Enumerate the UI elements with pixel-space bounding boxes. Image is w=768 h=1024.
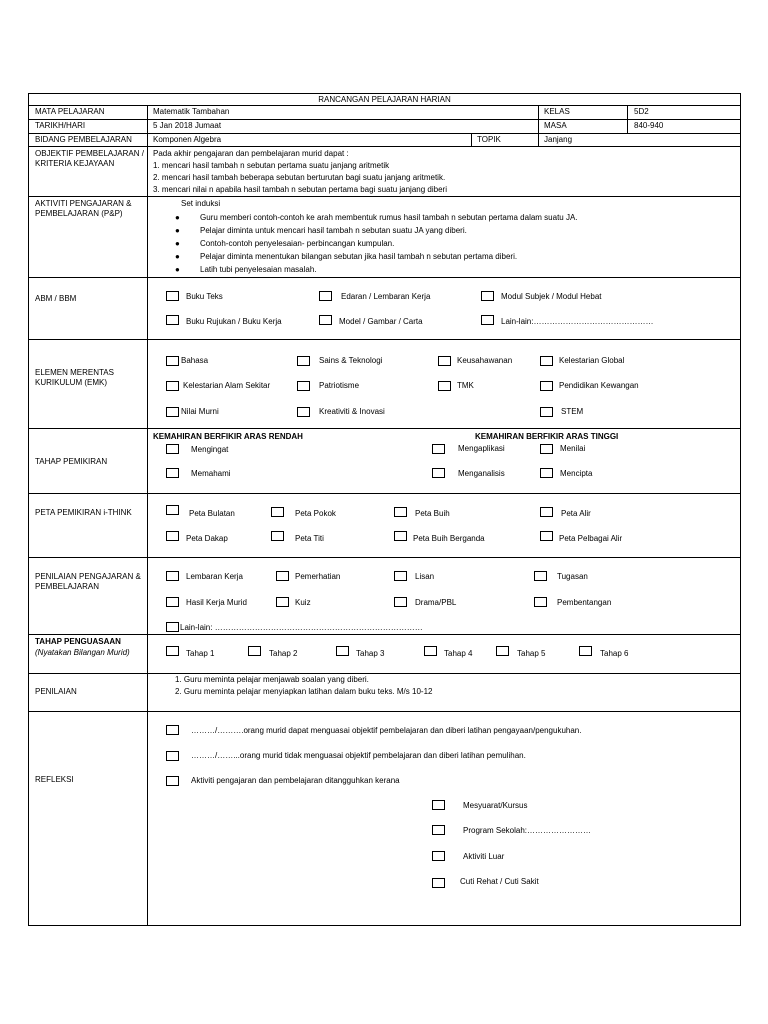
emk-label: ELEMEN MERENTAS KURIKULUM (EMK) <box>35 368 114 387</box>
option-label: Memahami <box>191 469 231 478</box>
option-label: Edaran / Lembaran Kerja <box>341 292 431 301</box>
option-label: Nilai Murni <box>181 407 219 416</box>
option-label: Buku Teks <box>186 292 223 301</box>
checkbox-peta-dakap[interactable] <box>166 531 179 541</box>
aktiviti-heading: Set induksi <box>181 199 221 208</box>
option-label: Mengaplikasi <box>458 444 505 453</box>
masa-value[interactable]: 840-940 <box>634 121 664 130</box>
penilaian-pp-label: PENILAIAN PENGAJARAN & PEMBELAJARAN <box>35 572 141 591</box>
kelas-value[interactable]: 5D2 <box>634 107 649 116</box>
reason-label: Program Sekolah:…………………… <box>463 826 592 835</box>
option-label: Tahap 2 <box>269 649 298 658</box>
option-label: Hasil Kerja Murid <box>186 598 247 607</box>
checkbox-program-sekolah[interactable] <box>432 825 445 835</box>
checkbox-kelestarian-alam[interactable] <box>166 381 179 391</box>
option-label: Pemerhatian <box>295 572 341 581</box>
checkbox-kreativiti[interactable] <box>297 407 310 417</box>
objektif-line: 3. mencari nilai n apabila hasil tambah n sebutan pertama bagi suatu janjang diberi <box>153 185 447 194</box>
objektif-line: Pada akhir pengajaran dan pembelajaran murid dapat : <box>153 149 349 158</box>
option-label: Peta Titi <box>295 534 324 543</box>
option-label: Kelestarian Alam Sekitar <box>183 381 271 390</box>
checkbox-model[interactable] <box>319 315 332 325</box>
option-label: Tahap 1 <box>186 649 215 658</box>
checkbox-peta-pelbagai-alir[interactable] <box>540 531 553 541</box>
option-label: Mengingat <box>191 445 229 454</box>
option-label: Model / Gambar / Carta <box>339 317 423 326</box>
bullet-icon: ● <box>175 213 180 222</box>
checkbox-mengingat[interactable] <box>166 444 179 454</box>
penilaian-label: PENILAIAN <box>35 687 77 696</box>
mata-pelajaran-value[interactable]: Matematik Tambahan <box>153 107 230 116</box>
checkbox-peta-buih-berganda[interactable] <box>394 531 407 541</box>
checkbox-memahami[interactable] <box>166 468 179 478</box>
option-label: Menilai <box>560 444 586 453</box>
bidang-value[interactable]: Komponen Algebra <box>153 135 222 144</box>
checkbox-keusahawanan[interactable] <box>438 356 451 366</box>
refleksi-line: Aktiviti pengajaran dan pembelajaran ditangguhkan kerana <box>191 776 400 785</box>
checkbox-pemerhatian[interactable] <box>276 571 289 581</box>
option-label: Peta Dakap <box>186 534 228 543</box>
checkbox-peta-buih[interactable] <box>394 507 407 517</box>
option-label: Peta Buih <box>415 509 450 518</box>
checkbox-edaran[interactable] <box>319 291 332 301</box>
objektif-line: 1. mencari hasil tambah n sebutan pertama suatu janjang aritmetik <box>153 161 390 170</box>
checkbox-sains[interactable] <box>297 356 310 366</box>
checkbox-tmk[interactable] <box>438 381 451 391</box>
option-label: Pendidikan Kewangan <box>559 381 639 390</box>
bullet-icon: ● <box>175 252 180 261</box>
aktiviti-item: Pelajar diminta untuk mencari hasil tambah n sebutan suatu JA yang diberi. <box>200 226 467 235</box>
penilaian-item: 2. Guru meminta pelajar menyiapkan latihan dalam buku teks. M/s 10-12 <box>175 687 433 696</box>
option-label: Tahap 5 <box>517 649 546 658</box>
aras-tinggi-heading: KEMAHIRAN BERFIKIR ARAS TINGGI <box>475 432 619 441</box>
checkbox-nilai-murni[interactable] <box>166 407 179 417</box>
checkbox-menganalisis[interactable] <box>432 468 445 478</box>
checkbox-tahap-2[interactable] <box>248 646 261 656</box>
checkbox-tugasan[interactable] <box>534 571 547 581</box>
option-label: Tahap 3 <box>356 649 385 658</box>
checkbox-pembentangan[interactable] <box>534 597 547 607</box>
checkbox-refleksi-menguasai[interactable] <box>166 725 179 735</box>
mata-pelajaran-label: MATA PELAJARAN <box>35 107 105 116</box>
option-label: Peta Pelbagai Alir <box>559 534 623 543</box>
checkbox-mengaplikasi[interactable] <box>432 444 445 454</box>
option-label: TMK <box>457 381 474 390</box>
penguasaan-label: TAHAP PENGUASAAN <box>35 637 121 646</box>
tarikh-value[interactable]: 5 Jan 2018 Jumaat <box>153 121 222 130</box>
option-label: Lembaran Kerja <box>186 572 243 581</box>
checkbox-drama-pbl[interactable] <box>394 597 407 607</box>
option-label: Drama/PBL <box>415 598 457 607</box>
reason-label: Aktiviti Luar <box>463 852 505 861</box>
checkbox-patriotisme[interactable] <box>297 381 310 391</box>
checkbox-hasil-kerja-murid[interactable] <box>166 597 179 607</box>
checkbox-pendidikan-kewangan[interactable] <box>540 381 553 391</box>
option-label: Mencipta <box>560 469 593 478</box>
checkbox-cuti[interactable] <box>432 878 445 888</box>
checkbox-penilaian-lain-lain[interactable] <box>166 622 179 632</box>
pemikiran-label: TAHAP PEMIKIRAN <box>35 457 108 466</box>
checkbox-peta-bulatan[interactable] <box>166 505 179 515</box>
form-title: RANCANGAN PELAJARAN HARIAN <box>318 95 451 104</box>
option-label: Lain-lain:……………………………………… <box>501 317 654 326</box>
checkbox-lain-lain[interactable] <box>481 315 494 325</box>
option-label: Patriotisme <box>319 381 360 390</box>
option-label: Sains & Teknologi <box>319 356 383 365</box>
checkbox-modul[interactable] <box>481 291 494 301</box>
option-label: Kuiz <box>295 598 311 607</box>
penilaian-item: 1. Guru meminta pelajar menjawab soalan yang diberi. <box>175 675 369 684</box>
checkbox-tahap-5[interactable] <box>496 646 509 656</box>
aktiviti-item: Contoh-contoh penyelesaian- perbincangan kumpulan. <box>200 239 395 248</box>
checkbox-kelestarian-global[interactable] <box>540 356 553 366</box>
refleksi-line: ………/……...orang murid tidak menguasai objektif pembelajaran dan diberi latihan pemulihan. <box>191 751 526 760</box>
checkbox-aktiviti-luar[interactable] <box>432 851 445 861</box>
bidang-label: BIDANG PEMBELAJARAN <box>35 135 132 144</box>
ithink-label: PETA PEMIKIRAN i-THINK <box>35 508 132 517</box>
checkbox-tahap-1[interactable] <box>166 646 179 656</box>
aktiviti-item: Latih tubi penyelesaian masalah. <box>200 265 317 274</box>
checkbox-refleksi-ditangguhkan[interactable] <box>166 776 179 786</box>
option-label: Pembentangan <box>557 598 612 607</box>
abm-label: ABM / BBM <box>35 294 77 303</box>
checkbox-stem[interactable] <box>540 407 553 417</box>
checkbox-bahasa[interactable] <box>166 356 179 366</box>
option-label: Tahap 6 <box>600 649 629 658</box>
bullet-icon: ● <box>175 226 180 235</box>
option-label: Tugasan <box>557 572 588 581</box>
penguasaan-sublabel: (Nyatakan Bilangan Murid) <box>35 648 130 657</box>
option-label: STEM <box>561 407 584 416</box>
option-label: Kreativiti & Inovasi <box>319 407 385 416</box>
objektif-line: 2. mencari hasil tambah beberapa sebutan berturutan bagi suatu janjang aritmetik. <box>153 173 446 182</box>
option-label: Peta Pokok <box>295 509 336 518</box>
option-label: Peta Alir <box>561 509 591 518</box>
checkbox-peta-titi[interactable] <box>271 531 284 541</box>
checkbox-peta-alir[interactable] <box>540 507 553 517</box>
reason-label: Cuti Rehat / Cuti Sakit <box>460 877 539 886</box>
bullet-icon: ● <box>175 265 180 274</box>
refleksi-line: ………/……….orang murid dapat menguasai objektif pembelajaran dan diberi latihan pengayaan/pengukuhan. <box>191 726 582 735</box>
reason-label: Mesyuarat/Kursus <box>463 801 528 810</box>
kelas-label: KELAS <box>544 107 570 116</box>
checkbox-tahap-3[interactable] <box>336 646 349 656</box>
checkbox-tahap-4[interactable] <box>424 646 437 656</box>
checkbox-peta-pokok[interactable] <box>271 507 284 517</box>
topik-value[interactable]: Janjang <box>544 135 573 144</box>
refleksi-label: REFLEKSI <box>35 775 74 784</box>
option-label: Bahasa <box>181 356 209 365</box>
checkbox-lisan[interactable] <box>394 571 407 581</box>
checkbox-refleksi-tidak-menguasai[interactable] <box>166 751 179 761</box>
label-column-divider <box>147 105 148 926</box>
aktiviti-item: Pelajar diminta menentukan bilangan sebutan jika hasil tambah n sebutan pertama diberi. <box>200 252 518 261</box>
checkbox-mencipta[interactable] <box>540 468 553 478</box>
aras-rendah-heading: KEMAHIRAN BERFIKIR ARAS RENDAH <box>153 432 303 441</box>
option-label: Peta Buih Berganda <box>413 534 485 543</box>
checkbox-buku-teks[interactable] <box>166 291 179 301</box>
checkbox-buku-rujukan[interactable] <box>166 315 179 325</box>
option-label: Modul Subjek / Modul Hebat <box>501 292 602 301</box>
option-label: Lisan <box>415 572 435 581</box>
option-label: Buku Rujukan / Buku Kerja <box>186 317 282 326</box>
checkbox-lembaran-kerja[interactable] <box>166 571 179 581</box>
aktiviti-label: AKTIVITI PENGAJARAN & PEMBELAJARAN (P&P) <box>35 199 132 218</box>
checkbox-mesyuarat[interactable] <box>432 800 445 810</box>
option-label: Peta Bulatan <box>189 509 235 518</box>
option-label: Lain-lain: …………………………………………………………………… <box>180 623 423 632</box>
tarikh-label: TARIKH/HARI <box>35 121 86 130</box>
option-label: Menganalisis <box>458 469 505 478</box>
topik-label: TOPIK <box>477 135 501 144</box>
option-label: Tahap 4 <box>444 649 473 658</box>
checkbox-tahap-6[interactable] <box>579 646 592 656</box>
option-label: Keusahawanan <box>457 356 513 365</box>
objektif-label: OBJEKTIF PEMBELAJARAN / KRITERIA KEJAYAAN <box>35 149 144 168</box>
checkbox-menilai[interactable] <box>540 444 553 454</box>
bullet-icon: ● <box>175 239 180 248</box>
aktiviti-item: Guru memberi contoh-contoh ke arah membentuk rumus hasil tambah n sebutan pertama dalam suatu JA. <box>200 213 578 222</box>
checkbox-kuiz[interactable] <box>276 597 289 607</box>
masa-label: MASA <box>544 121 567 130</box>
option-label: Kelestarian Global <box>559 356 625 365</box>
lesson-plan-form <box>28 93 741 926</box>
